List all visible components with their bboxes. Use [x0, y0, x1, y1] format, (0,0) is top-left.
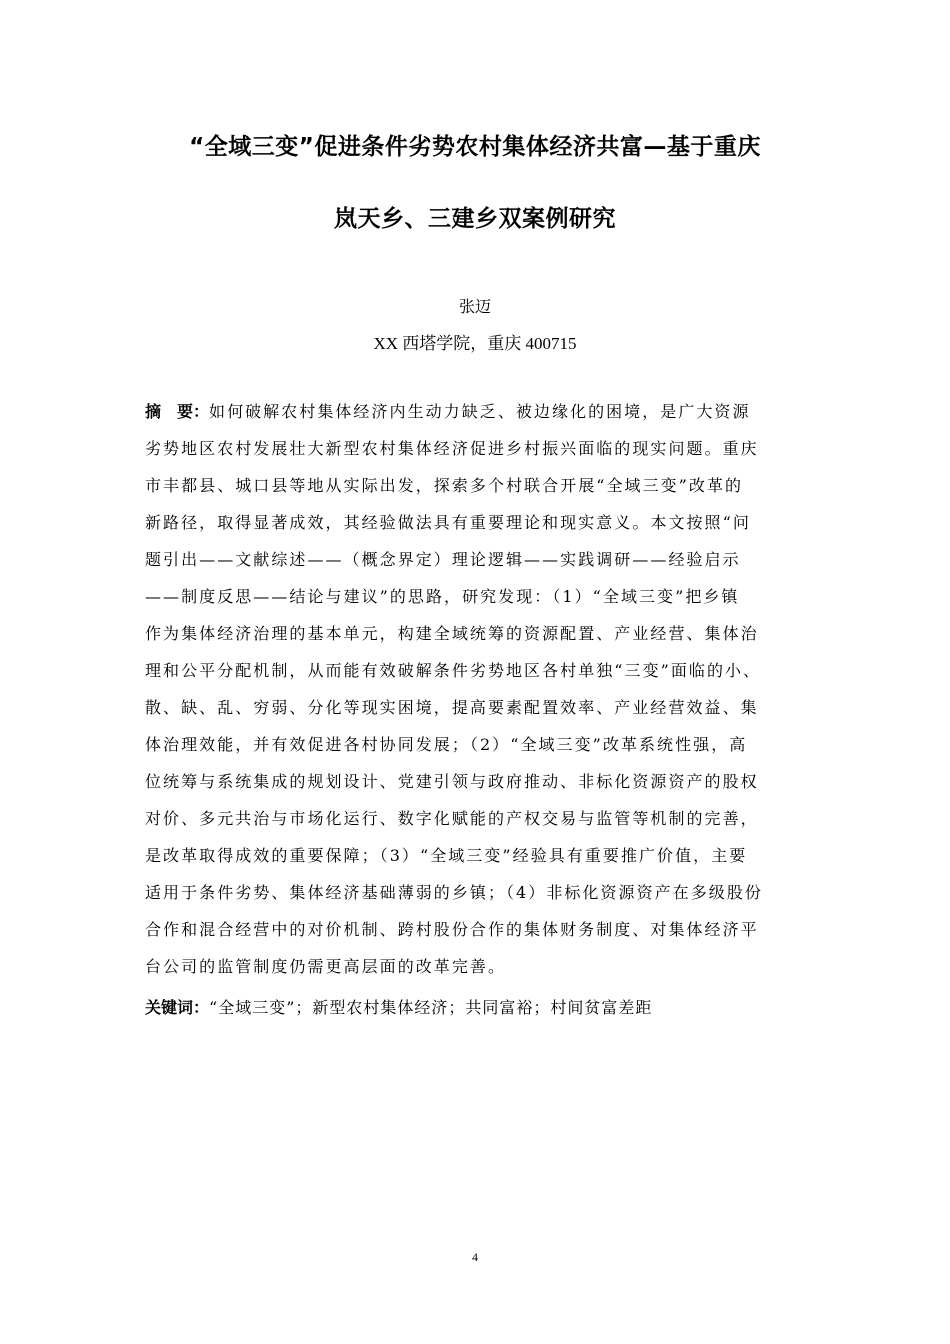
abstract-line: 新路径，取得显著成效，其经验做法具有重要理论和现实意义。本文按照“问: [145, 513, 751, 532]
abstract: [145, 400, 807, 992]
abstract-label: 摘 要：: [145, 402, 210, 421]
abstract-line: 适用于条件劣势、集体经济基础薄弱的乡镇；（4）非标化资源资产在多级股份: [145, 883, 763, 902]
abstract-line: 对价、多元共治与市场化运行、数字化赋能的产权交易与监管等机制的完善，: [145, 809, 759, 828]
abstract-line: 是改革取得成效的重要保障；（3）“全域三变”经验具有重要推广价值，主要: [145, 846, 748, 865]
author-affiliation: XX 西塔学院，重庆 400715: [373, 334, 577, 353]
abstract-line: 位统筹与系统集成的规划设计、党建引领与政府推动、非标化资源资产的股权: [145, 772, 759, 791]
keywords: [145, 996, 652, 1026]
keywords-label: 关键词：: [145, 998, 210, 1017]
abstract-line: 作为集体经济治理的基本单元，构建全域统筹的资源配置、产业经营、集体治: [145, 624, 759, 643]
page-number: 4: [472, 1250, 478, 1264]
paper-title-line-2: 岚天乡、三建乡双案例研究: [334, 206, 616, 232]
abstract-line: 体治理效能，并有效促进各村协同发展；（2）“全域三变”改革系统性强，高: [145, 735, 748, 754]
abstract-line: [145, 400, 807, 437]
abstract-line: 市丰都县、城口县等地从实际出发，探索多个村联合开展“全域三变”改革的: [145, 476, 744, 495]
abstract-line: 题引出——文献综述——（概念界定）理论逻辑——实践调研——经验启示: [145, 550, 741, 569]
abstract-line: ——制度反思——结论与建议”的思路，研究发现：（1）“全域三变”把乡镇: [145, 587, 740, 606]
abstract-line: 劣势地区农村发展壮大新型农村集体经济促进乡村振兴面临的现实问题。重庆: [145, 439, 759, 458]
abstract-line: 合作和混合经营中的对价机制、跨村股份合作的集体财务制度、对集体经济平: [145, 920, 759, 939]
abstract-line: 台公司的监管制度仍需更高层面的改革完善。: [145, 957, 507, 976]
author-name: 张迈: [458, 297, 491, 316]
abstract-text: 如何破解农村集体经济内生动力缺乏、被边缘化的困境，是广大资源: [209, 402, 751, 421]
paper-title-line-1: “全域三变”促进条件劣势农村集体经济共富—基于重庆: [189, 134, 761, 160]
abstract-line: 散、缺、乱、穷弱、分化等现实困境，提高要素配置效率、产业经营效益、集: [145, 698, 759, 717]
abstract-line: 理和公平分配机制，从而能有效破解条件劣势地区各村单独“三变”面临的小、: [145, 661, 762, 680]
keywords-text: “全域三变”；新型农村集体经济；共同富裕；村间贫富差距: [209, 998, 653, 1017]
